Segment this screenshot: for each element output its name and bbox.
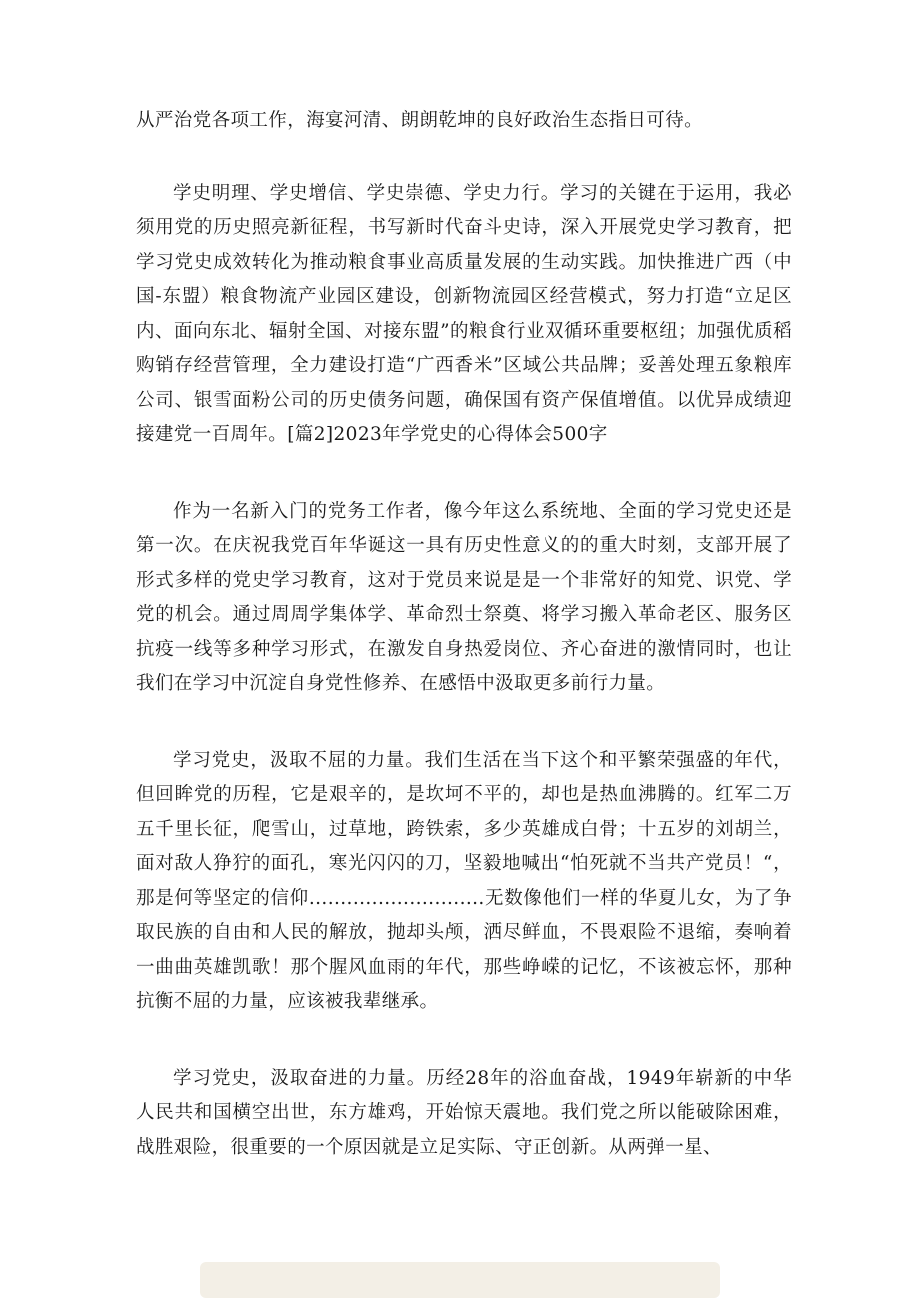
paragraph-new-party-worker: 作为一名新入门的党务工作者，像今年这么系统地、全面的学习党史还是第一次。在庆祝我党百年华诞这一具有历史性意义的的重大时刻，支部开展了形式多样的党史学习教育，这对于党员来说是是一个非常好的知党、识党、学党的机会。通过周周学集体学、革命烈士祭奠、将学习搬入革命老区、服务区抗疫一线等多种学习形式，在激发自身热爱岗位、齐心奋进的激情同时，也让我们在学习中沉淀自身党性修养、在感悟中汲取更多前行力量。: [136, 500, 792, 694]
paragraph-unyielding-strength: 学习党史，汲取不屈的力量。我们生活在当下这个和平繁荣强盛的年代，但回眸党的历程，它是艰辛的，是坎坷不平的，却也是热血沸腾的。红军二万五千里长征，爬雪山，过草地，跨铁索，多少英雄成白骨；十五岁的刘胡兰，面对敌人狰狞的面孔，寒光闪闪的刀，坚毅地喊出“怕死就不当共产党员！“，那是何等坚定的信仰............................无数像他们一样的华夏儿女，为了争取民族的自由和人民的解放，抛却头颅，洒尽鲜血，不畏艰险不退缩，奏响着一曲曲英雄凯歌！那个腥风血雨的年代，那些峥嵘的记忆，不该被忘怀，那种抗衡不屈的力量，应该被我辈继承。: [136, 749, 792, 1012]
paragraph-striving-strength: 学习党史，汲取奋进的力量。历经28年的浴血奋战，1949年崭新的中华人民共和国横空出世，东方雄鸡，开始惊天震地。我们党之所以能破除困难，战胜艰险，很重要的一个原因就是立足实际、守正创新。从两弹一星、: [136, 1067, 792, 1158]
paragraph-learning-history: 学史明理、学史增信、学史崇德、学史力行。学习的关键在于运用，我必须用党的历史照亮新征程，书写新时代奋斗史诗，深入开展党史学习教育，把学习党史成效转化为推动粮食事业高质量发展的生动实践。加快推进广西（中国-东盟）粮食物流产业园区建设，创新物流园区经营模式，努力打造“立足区内、面向东北、辐射全国、对接东盟”的粮食行业双循环重要枢纽；加强优质稻购销存经营管理，全力建设打造“广西香米”区域公共品牌；妥善处理五象粮库公司、银雪面粉公司的历史债务问题，确保国有资产保值增值。以优异成绩迎接建党一百周年。[篇2]2023年学党史的心得体会500字: [136, 182, 792, 445]
footer-bar: [200, 1262, 720, 1298]
document-body: [136, 104, 792, 1207]
paragraph-continuation: 从严治党各项工作，海宴河清、朗朗乾坤的良好政治生态指日可待。: [136, 110, 704, 131]
